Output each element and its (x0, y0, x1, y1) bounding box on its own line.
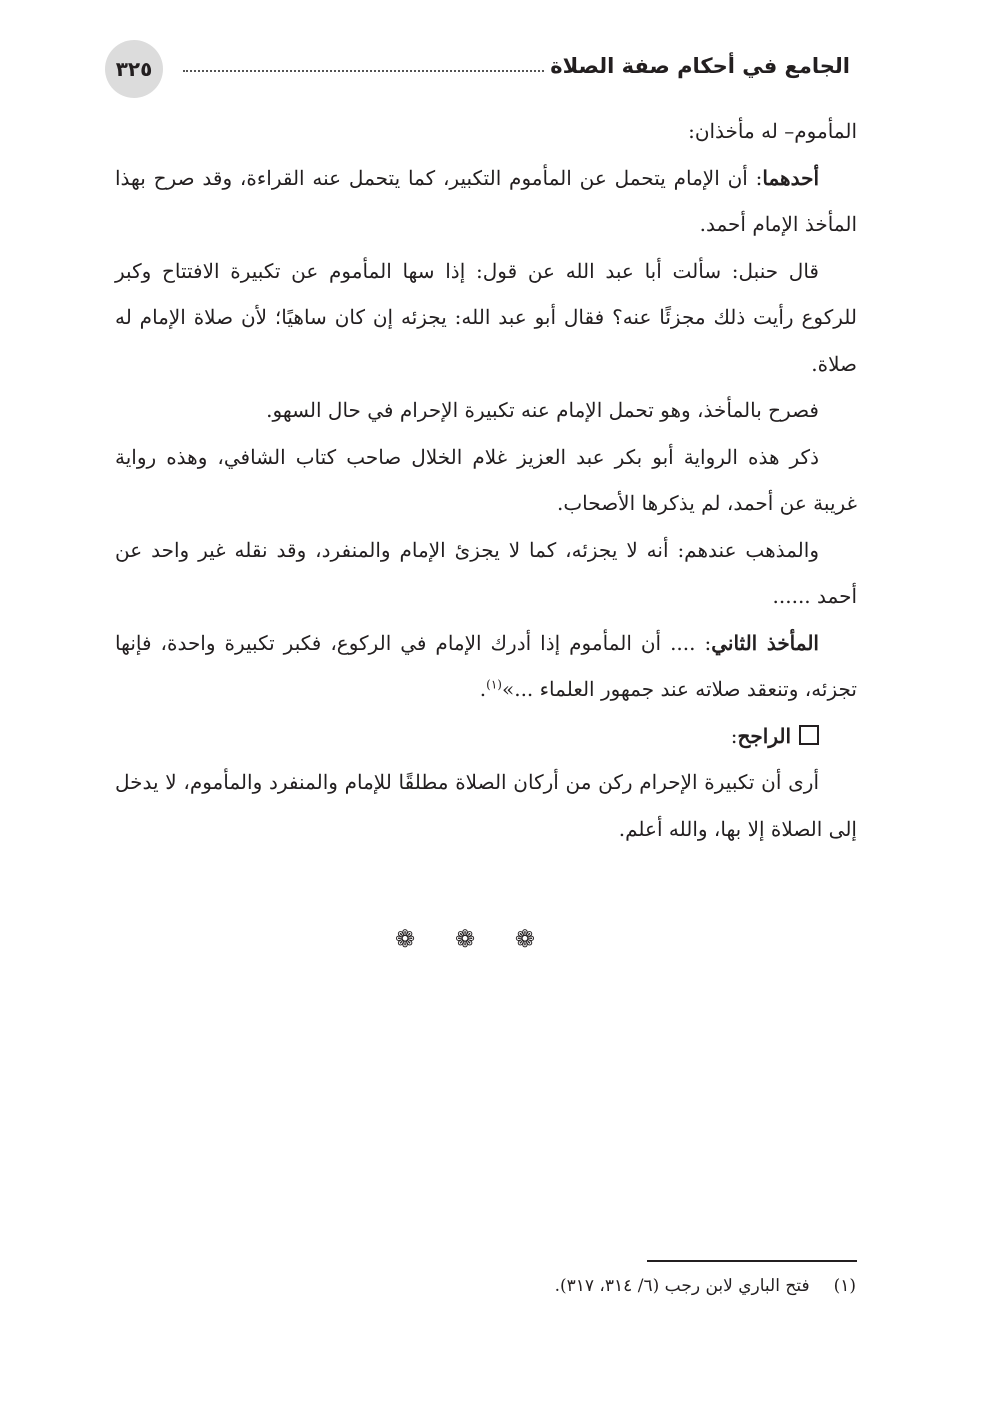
flower-ornament-icon: ❁ (395, 925, 416, 953)
paragraph-text: المأموم– له مأخذان: (688, 119, 857, 143)
paragraph-end: . (479, 677, 487, 701)
paragraph (115, 620, 857, 713)
paragraph (115, 434, 857, 527)
paragraph (115, 759, 857, 852)
paragraph-lead: أحدهما (762, 165, 819, 190)
footnote-separator (647, 1260, 857, 1262)
paragraph-text: أرى أن تكبيرة الإحرام ركن من أركان الصلاة مطلقًا للإمام والمنفرد والمأموم، لا يدخل إلى الصلاة إلا بها، والله أعلم. (115, 770, 857, 841)
paragraph-text: ذكر هذه الرواية أبو بكر عبد العزيز غلام الخلال صاحب كتاب الشافي، وهذه رواية غريبة عن أحمد، لم يذكرها الأصحاب. (115, 444, 857, 515)
section-heading (115, 713, 857, 760)
paragraph-text: قال حنبل: سألت أبا عبد الله عن قول: إذا سها المأموم عن تكبيرة الافتتاح وكبر للركوع رأيت ذلك مجزئًا عنه؟ فقال أبو عبد الله: يجزئه إن كان ساهيًا؛ لأن صلاة الإمام له صلاة. (115, 258, 857, 376)
paragraph (115, 155, 857, 248)
paragraph-text: فصرح بالمأخذ، وهو تحمل الإمام عنه تكبيرة الإحرام في حال السهو. (266, 398, 819, 422)
checkbox-square-icon (799, 725, 819, 745)
section-heading-colon: : (730, 723, 738, 748)
paragraph (115, 248, 857, 388)
paragraph (115, 527, 857, 620)
page-number-badge (105, 40, 163, 98)
footnote (555, 1276, 856, 1296)
footnote-text: فتح الباري لابن رجب (٦/ ٣١٤، ٣١٧). (554, 1276, 810, 1296)
paragraph-lead: المأخذ الثاني (711, 630, 819, 655)
section-heading-text: الراجح (737, 723, 791, 748)
section-divider-ornaments (395, 925, 535, 953)
page-number: ٣٢٥ (115, 57, 153, 81)
paragraph (115, 108, 857, 155)
paragraph-text: : .... أن المأموم إذا أدرك الإمام في الركوع، فكبر تكبيرة واحدة، فإنها تجزئه، وتنعقد صلاته عند جمهور العلماء ...» (115, 630, 857, 701)
footnote-reference[interactable]: (١) (486, 677, 502, 692)
paragraph-text: : أن الإمام يتحمل عن المأموم التكبير، كما يتحمل عنه القراءة، وقد صرح بهذا المأخذ الإمام أحمد. (115, 165, 857, 236)
flower-ornament-icon: ❁ (514, 925, 535, 953)
paragraph (115, 387, 857, 434)
book-title: الجامع في أحكام صفة الصلاة (546, 54, 850, 78)
running-header (105, 40, 850, 100)
paragraph-text: والمذهب عندهم: أنه لا يجزئه، كما لا يجزئ الإمام والمنفرد، وقد نقله غير واحد عن أحمد ...... (115, 537, 857, 608)
main-text (115, 108, 857, 852)
footnote-number: (١) (833, 1276, 856, 1296)
flower-ornament-icon: ❁ (454, 925, 476, 953)
